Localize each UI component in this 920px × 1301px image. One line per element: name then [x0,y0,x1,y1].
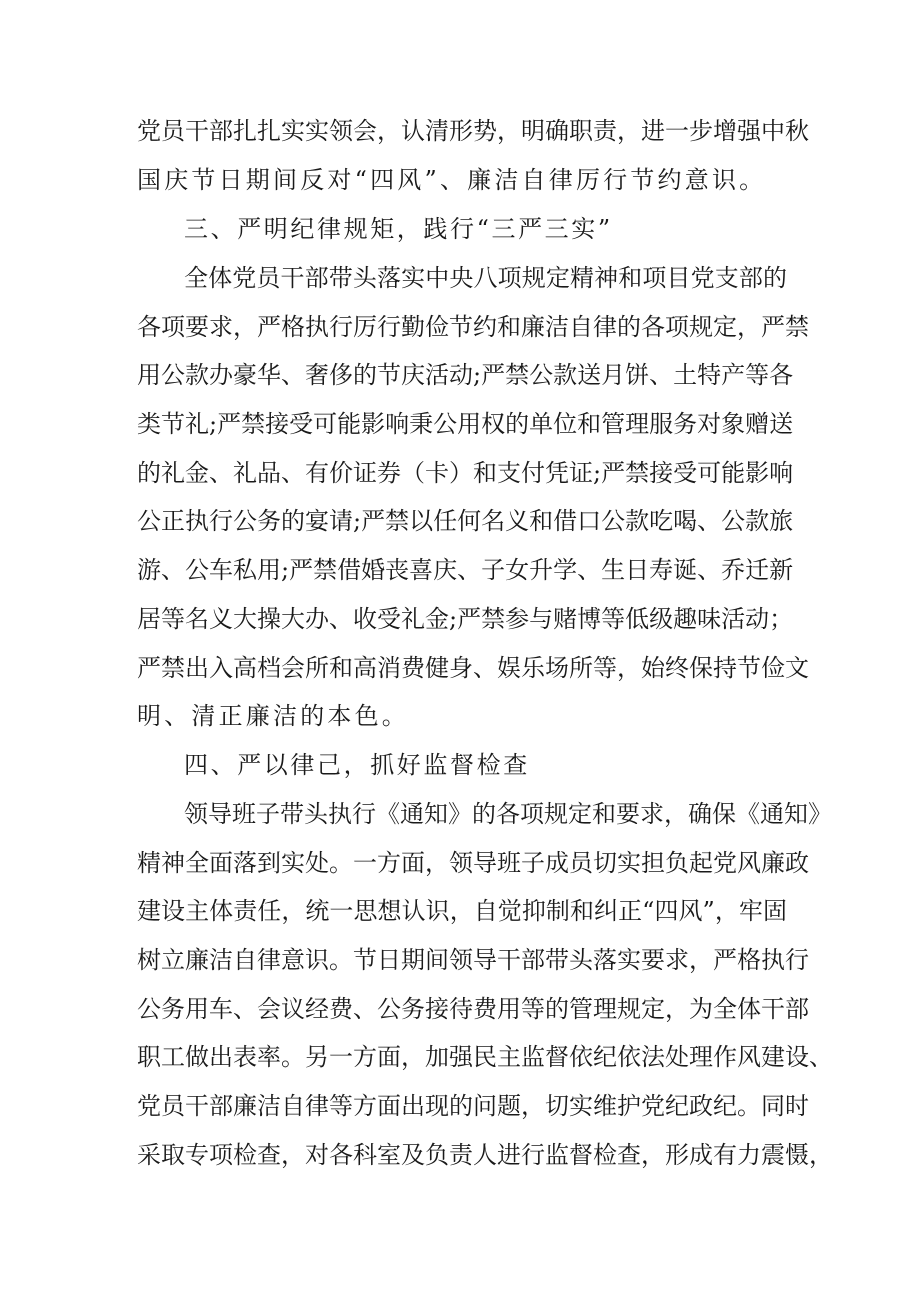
body-text-line: 采取专项检查，对各科室及负责人进行监督检查，形成有力震慑， [137,1141,833,1169]
body-text-line: 职工做出表率。另一方面，加强民主监督依纪依法处理作风建设、 [137,1043,833,1071]
body-text-line: 建设主体责任，统一思想认识，自觉抑制和纠正“四风”，牢固 [137,897,787,925]
body-text-line: 全体党员干部带头落实中央八项规定精神和项目党支部的 [184,264,787,292]
body-text-line: 党员干部扎扎实实领会，认清形势，明确职责，进一步增强中秋 [137,117,809,145]
body-text-line: 用公款办豪华、奢侈的节庆活动;严禁公款送月饼、土特产等各 [137,361,794,389]
body-text-line: 各项要求，严格执行厉行勤俭节约和廉洁自律的各项规定，严禁 [137,313,809,341]
body-text-line: 党员干部廉洁自律等方面出现的问题，切实维护党纪政纪。同时 [137,1092,809,1120]
body-text-line: 游、公车私用;严禁借婚丧喜庆、子女升学、生日寿诞、乔迁新 [137,556,794,584]
section-heading: 四、严以律己，抓好监督检查 [184,751,530,779]
body-text-line: 严禁出入高档会所和高消费健身、娱乐场所等，始终保持节俭文 [137,654,809,682]
body-text-line: 公务用车、会议经费、公务接待费用等的管理规定，为全体干部 [137,995,809,1023]
body-text-line: 居等名义大操大办、收受礼金;严禁参与赌博等低级趣味活动； [137,605,794,633]
body-text-line: 类节礼;严禁接受可能影响秉公用权的单位和管理服务对象赠送 [137,410,794,438]
body-text-line: 国庆节日期间反对“四风”、廉洁自律厉行节约意识。 [137,166,767,194]
body-text-line: 公正执行公务的宴请;严禁以任何名义和借口公款吃喝、公款旅 [137,507,794,535]
section-heading: 三、严明纪律规矩，践行“三严三实” [184,215,613,243]
body-text-line: 树立廉洁自律意识。节日期间领导干部带头落实要求，严格执行 [137,946,809,974]
body-text-line: 明、清正廉洁的本色。 [137,702,409,730]
body-text-line: 的礼金、礼品、有价证券（卡）和支付凭证;严禁接受可能影响 [137,459,794,487]
body-text-line: 领导班子带头执行《通知》的各项规定和要求，确保《通知》 [184,800,832,828]
body-text-line: 精神全面落到实处。一方面，领导班子成员切实担负起党风廉政 [137,849,809,877]
